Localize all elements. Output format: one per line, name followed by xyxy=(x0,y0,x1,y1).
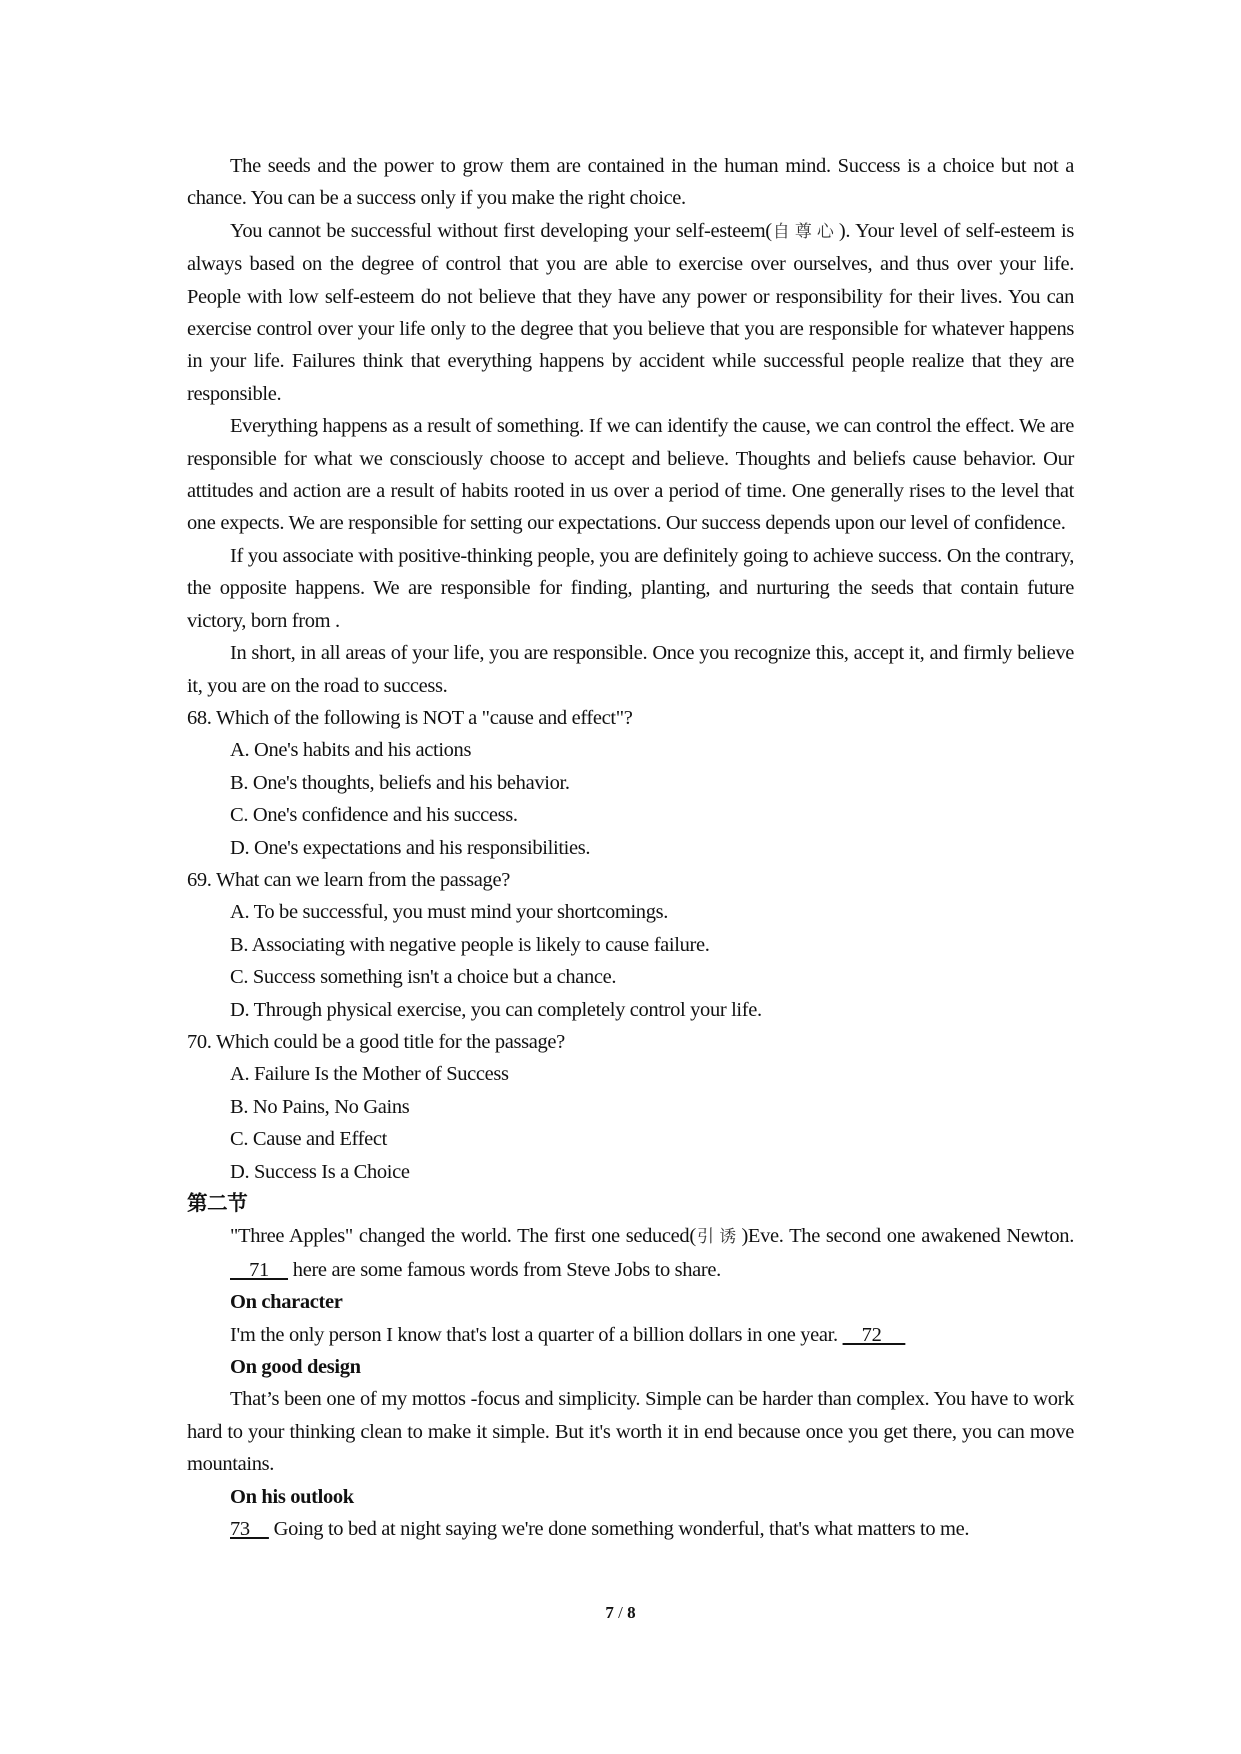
intro-text: here are some famous words from Steve Jobs to share. xyxy=(288,1258,721,1281)
option-a: A. One's habits and his actions xyxy=(230,739,472,762)
paragraph-text: You cannot be successful without first developing your self-esteem( xyxy=(230,219,772,242)
question-number: 69. xyxy=(187,868,212,891)
question-stem xyxy=(187,864,1074,896)
question-text: What can we learn from the passage? xyxy=(215,868,510,891)
blank-72[interactable]: 72 xyxy=(842,1323,906,1346)
page-number xyxy=(0,1603,1241,1623)
intro-text: "Three Apples" changed the world. The first one seduced( xyxy=(230,1225,696,1248)
option-a: A. To be successful, you must mind your shortcomings. xyxy=(230,901,669,924)
total-pages: 8 xyxy=(627,1603,636,1622)
blank-71[interactable]: 71 xyxy=(230,1258,289,1281)
heading-on-good-design: On good design xyxy=(230,1356,361,1379)
question-68 xyxy=(187,702,1074,864)
section-title: 第二节 xyxy=(187,1193,248,1215)
quote-outlook xyxy=(187,1513,1074,1545)
quote-design: That’s been one of my mottos -focus and simplicity. Simple can be harder than complex. You have to work hard to your thinking clean to make it simple. But it's worth it in end because once you get there, you can move mountains. xyxy=(187,1388,1074,1476)
question-69 xyxy=(187,864,1074,1026)
question-70 xyxy=(187,1026,1074,1188)
option-c: C. Success something isn't a choice but a chance. xyxy=(230,966,617,989)
option-a: A. Failure Is the Mother of Success xyxy=(230,1063,509,1086)
option-b: B. No Pains, No Gains xyxy=(230,1095,410,1118)
passage-paragraph-4: If you associate with positive-thinking people, you are definitely going to achieve success. On the contrary, the opposite happens. We are responsible for finding, planting, and nurturing the seeds that contain future victory, born from . xyxy=(187,544,1074,632)
document-page xyxy=(187,150,1074,1545)
passage-paragraph-2 xyxy=(187,215,1074,410)
chinese-gloss: 引诱 xyxy=(695,1227,742,1248)
chinese-gloss: 自尊心 xyxy=(771,221,839,242)
section2-intro xyxy=(187,1220,1074,1286)
passage-paragraph-5: In short, in all areas of your life, you are responsible. Once you recognize this, accept it, and firmly believe it, you are on the road to success. xyxy=(187,642,1074,697)
quote-text: Going to bed at night saying we're done something wonderful, that's what matters to me. xyxy=(268,1518,970,1541)
passage-paragraph-3: Everything happens as a result of something. If we can identify the cause, we can control the effect. We are responsible for what we consciously choose to accept and believe. Thoughts and beliefs cause behavior. Our attitudes and action are a result of habits rooted in us over a period of time. One generally rises to the level that one expects. We are responsible for setting our expectations. Our success depends upon our level of confidence. xyxy=(187,415,1074,535)
question-text: Which of the following is NOT a "cause and effect"? xyxy=(215,706,633,729)
option-b: B. One's thoughts, beliefs and his behavior. xyxy=(230,771,570,794)
question-number: 68. xyxy=(187,706,212,729)
quote-text: I'm the only person I know that's lost a quarter of a billion dollars in one year. xyxy=(230,1323,843,1346)
option-d: D. One's expectations and his responsibilities. xyxy=(230,836,591,859)
option-b: B. Associating with negative people is likely to cause failure. xyxy=(230,933,710,956)
quote-character xyxy=(187,1319,1074,1351)
question-text: Which could be a good title for the passage? xyxy=(215,1030,565,1053)
passage-paragraph-1: The seeds and the power to grow them are contained in the human mind. Success is a choice but not a chance. You can be a success only if you make the right choice. xyxy=(187,155,1074,210)
paragraph-text: ). Your level of self-esteem is always based on the degree of control that you are able to exercise over ourselves, and thus over your life. People with low self-esteem do not believe that they have any power or responsibility for their lives. You can exercise control over your life only to the degree that you believe that you are responsible for whatever happens in your life. Failures think that everything happens by accident while successful people realize that they are responsible. xyxy=(187,219,1075,405)
option-d: D. Success Is a Choice xyxy=(230,1160,410,1183)
option-c: C. One's confidence and his success. xyxy=(230,804,518,827)
heading-on-his-outlook: On his outlook xyxy=(230,1485,354,1508)
page-separator: / xyxy=(613,1603,628,1622)
intro-text: )Eve. The second one awakened Newton. xyxy=(741,1225,1074,1248)
blank-73[interactable]: 73 xyxy=(230,1518,269,1541)
question-stem xyxy=(187,702,1074,734)
question-number: 70. xyxy=(187,1030,212,1053)
heading-on-character: On character xyxy=(230,1291,343,1314)
question-stem xyxy=(187,1026,1074,1058)
option-d: D. Through physical exercise, you can completely control your life. xyxy=(230,998,762,1021)
option-c: C. Cause and Effect xyxy=(230,1128,387,1151)
current-page: 7 xyxy=(605,1603,614,1622)
